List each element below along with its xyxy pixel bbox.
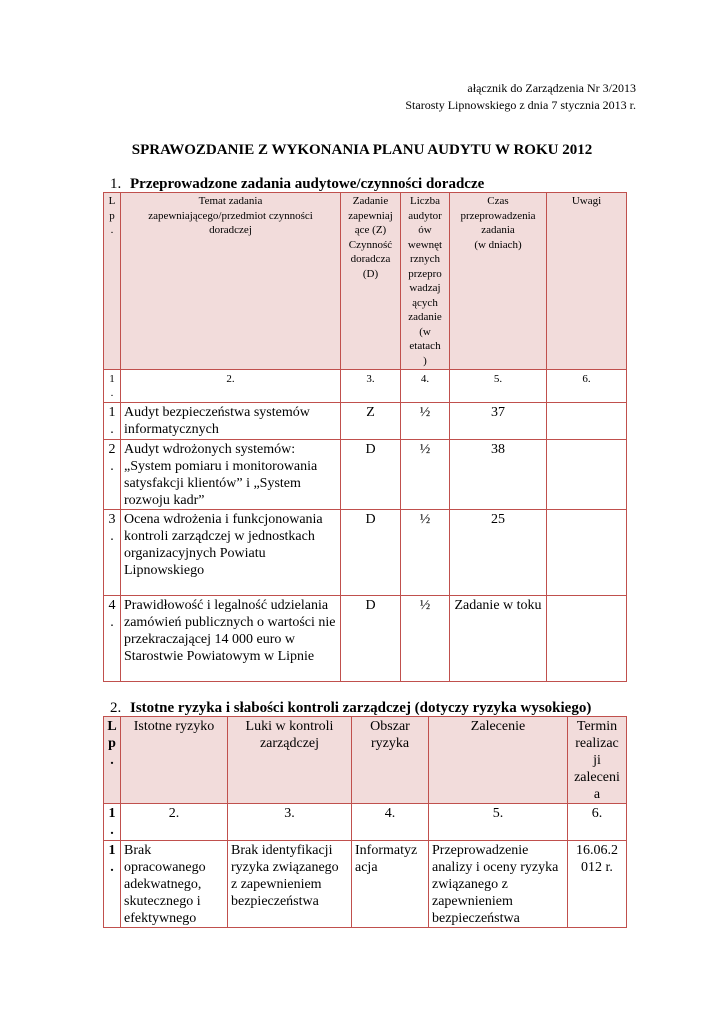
- col-number: 1 .: [104, 370, 121, 403]
- row-days: 38: [450, 440, 547, 510]
- row-area: Informatyz acja: [352, 841, 429, 928]
- col-header-lp: L p .: [104, 717, 121, 804]
- row-lp: 1 .: [104, 841, 121, 928]
- row-days: 25: [450, 510, 547, 596]
- col-header-duration: Czas przeprowadzenia zadania (w dniach): [450, 193, 547, 370]
- col-number: 4.: [401, 370, 450, 403]
- row-topic: Audyt wdrożonych systemów: „System pomiaru i monitorowania satysfakcji klientów” i „System rozwoju kadr”: [121, 440, 341, 510]
- row-notes: [547, 510, 627, 596]
- col-number: 2.: [121, 804, 228, 841]
- section-1-number: 1.: [110, 176, 122, 192]
- audit-tasks-table: [103, 192, 627, 682]
- col-number: 3.: [228, 804, 352, 841]
- risk-table: [103, 716, 627, 928]
- row-risk: Brak opracowanego adekwatnego, skutecznego i efektywnego: [121, 841, 228, 928]
- col-header-area: Obszar ryzyka: [352, 717, 429, 804]
- table-row: [104, 596, 627, 682]
- col-number: 1 .: [104, 804, 121, 841]
- table-row: [104, 440, 627, 510]
- annex-note: [405, 80, 636, 114]
- row-topic: Ocena wdrożenia i funkcjonowania kontroli zarządczej w jednostkach organizacyjnych Powiatu Lipnowskiego: [121, 510, 341, 596]
- col-header-risk: Istotne ryzyko: [121, 717, 228, 804]
- row-lp: 4 .: [104, 596, 121, 682]
- col-number: 5.: [429, 804, 568, 841]
- row-auditors: ½: [401, 403, 450, 440]
- row-days: 37: [450, 403, 547, 440]
- section-2-title: Istotne ryzyka i słabości kontroli zarządczej (dotyczy ryzyka wysokiego): [130, 700, 592, 716]
- col-header-lp: L p .: [104, 193, 121, 370]
- col-number: 5.: [450, 370, 547, 403]
- page-title: SPRAWOZDANIE Z WYKONANIA PLANU AUDYTU W ROKU 2012: [131, 142, 593, 158]
- table-header-row: [104, 717, 627, 804]
- row-notes: [547, 596, 627, 682]
- table-row: [104, 403, 627, 440]
- col-number: 6.: [568, 804, 627, 841]
- row-gaps: Brak identyfikacji ryzyka związanego z zapewnieniem bezpieczeństwa: [228, 841, 352, 928]
- row-notes: [547, 440, 627, 510]
- row-auditors: ½: [401, 596, 450, 682]
- row-topic: Prawidłowość i legalność udzielania zamówień publicznych o wartości nie przekraczającej 14 000 euro w Starostwie Powiatowym w Lipnie: [121, 596, 341, 682]
- row-lp: 3 .: [104, 510, 121, 596]
- col-header-notes: Uwagi: [547, 193, 627, 370]
- section-2-number: 2.: [110, 700, 122, 716]
- col-number: 2.: [121, 370, 341, 403]
- col-header-gaps: Luki w kontroli zarządczej: [228, 717, 352, 804]
- col-header-type: Zadanie zapewniaj ące (Z) Czynność doradcza (D): [341, 193, 401, 370]
- table-header-row: [104, 193, 627, 370]
- row-lp: 2 .: [104, 440, 121, 510]
- col-header-recommendation: Zalecenie: [429, 717, 568, 804]
- row-topic: Audyt bezpieczeństwa systemów informatycznych: [121, 403, 341, 440]
- row-auditors: ½: [401, 440, 450, 510]
- annex-line-1: ałącznik do Zarządzenia Nr 3/2013: [467, 81, 636, 95]
- row-auditors: ½: [401, 510, 450, 596]
- row-days: Zadanie w toku: [450, 596, 547, 682]
- row-deadline: 16.06.2 012 r.: [568, 841, 627, 928]
- section-2-heading: [110, 700, 591, 717]
- row-type: D: [341, 596, 401, 682]
- table-row: [104, 841, 627, 928]
- row-type: D: [341, 440, 401, 510]
- column-number-row: [104, 804, 627, 841]
- col-header-topic: Temat zadania zapewniającego/przedmiot czynności doradczej: [121, 193, 341, 370]
- col-header-auditors: Liczba audytor ów wewnęt rznych przepro wadzaj ących zadanie (w etatach ): [401, 193, 450, 370]
- row-notes: [547, 403, 627, 440]
- row-type: D: [341, 510, 401, 596]
- col-number: 4.: [352, 804, 429, 841]
- row-lp: 1 .: [104, 403, 121, 440]
- table-row: [104, 510, 627, 596]
- section-1-heading: [110, 176, 484, 193]
- row-type: Z: [341, 403, 401, 440]
- col-number: 6.: [547, 370, 627, 403]
- section-1-title: Przeprowadzone zadania audytowe/czynności doradcze: [130, 176, 485, 192]
- col-header-deadline: Termin realizac ji zaleceni a: [568, 717, 627, 804]
- annex-line-2: Starosty Lipnowskiego z dnia 7 stycznia 2013 r.: [405, 98, 636, 112]
- row-recommendation: Przeprowadzenie analizy i oceny ryzyka związanego z zapewnieniem bezpieczeństwa: [429, 841, 568, 928]
- col-number: 3.: [341, 370, 401, 403]
- column-number-row: [104, 370, 627, 403]
